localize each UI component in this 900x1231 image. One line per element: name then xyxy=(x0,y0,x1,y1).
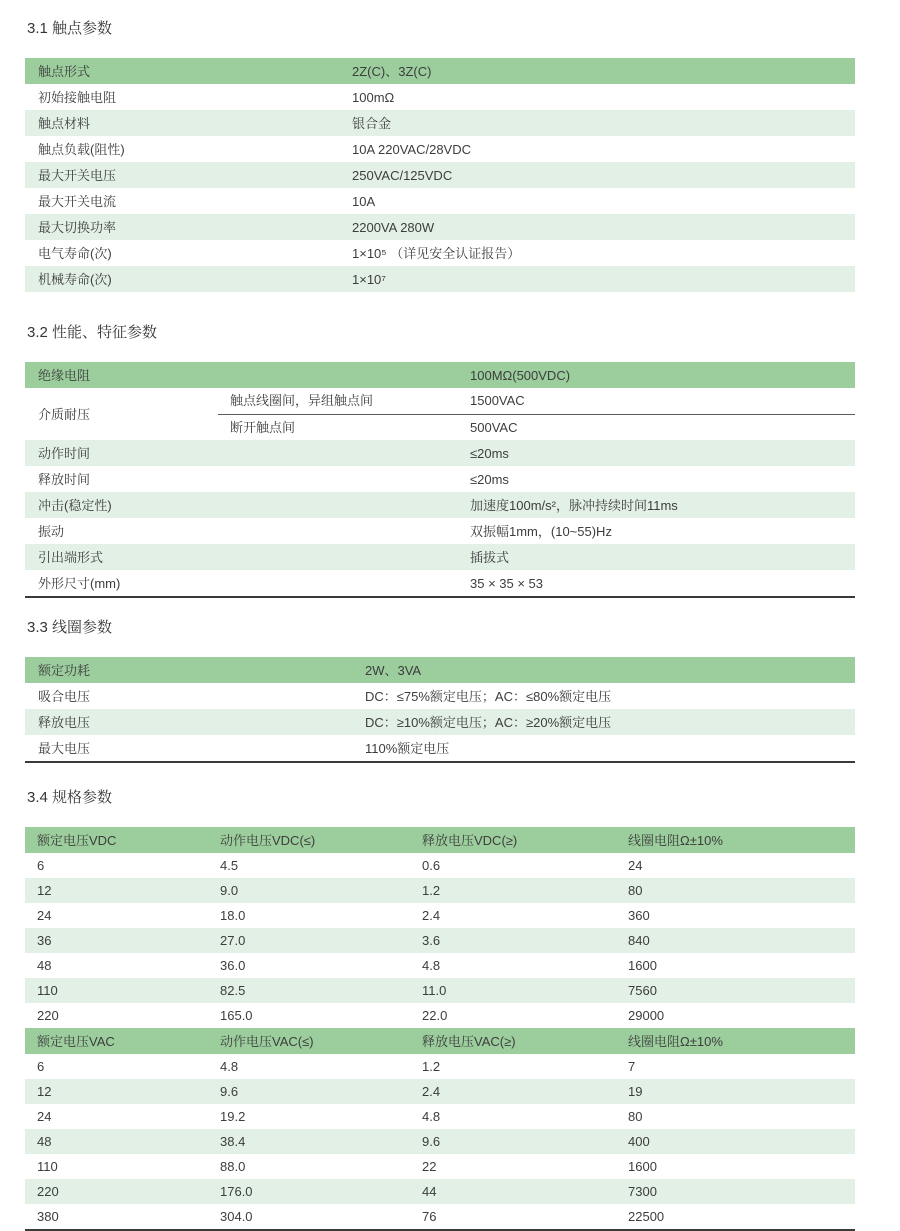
table-row xyxy=(25,518,855,544)
table-cell: 400 xyxy=(628,1134,650,1149)
table-subrow xyxy=(218,415,855,441)
table-row xyxy=(25,903,855,928)
table-cell: 4.8 xyxy=(422,958,441,973)
table-cell: 22 xyxy=(422,1159,437,1174)
table-cell: 1600 xyxy=(628,958,657,973)
table-row xyxy=(25,1179,855,1204)
table-row xyxy=(25,214,855,240)
column-header: 释放电压VAC(≥) xyxy=(422,1033,516,1049)
table-cell: 7300 xyxy=(628,1184,657,1199)
column-header: 额定电压VAC xyxy=(37,1033,115,1049)
table-cell: 165.0 xyxy=(220,1008,253,1023)
table-row xyxy=(25,240,855,266)
table-cell: 24 xyxy=(37,908,52,923)
table-cell: 0.6 xyxy=(422,858,441,873)
table-cell: 22500 xyxy=(628,1209,665,1224)
param-value: 100mΩ xyxy=(352,89,395,105)
param-label: 吸合电压 xyxy=(38,688,91,704)
param-value: 10A xyxy=(352,193,376,209)
table-row xyxy=(25,110,855,136)
dielectric-subrows xyxy=(218,388,855,440)
table-cell: 840 xyxy=(628,933,650,948)
table-cell: 24 xyxy=(628,858,643,873)
param-label: 机械寿命(次) xyxy=(38,271,112,287)
param-label: 冲击(稳定性) xyxy=(38,497,112,513)
param-value: 银合金 xyxy=(352,115,392,131)
param-label: 释放时间 xyxy=(38,471,91,487)
param-value: ≤20ms xyxy=(470,471,509,487)
param-value: 1500VAC xyxy=(470,393,525,409)
table-row xyxy=(25,1054,855,1079)
column-header: 释放电压VDC(≥) xyxy=(422,832,518,848)
table-cell: 176.0 xyxy=(220,1184,253,1199)
table-cell: 88.0 xyxy=(220,1159,246,1174)
param-value: 10A 220VAC/28VDC xyxy=(352,141,471,157)
table-cell: 304.0 xyxy=(220,1209,253,1224)
param-value: 100MΩ(500VDC) xyxy=(470,367,571,383)
table-row xyxy=(25,1003,855,1028)
table-row xyxy=(25,388,855,440)
param-value: 插拔式 xyxy=(470,549,510,565)
param-label: 外形尺寸(mm) xyxy=(38,575,121,591)
table-row xyxy=(25,544,855,570)
column-header: 动作电压VDC(≤) xyxy=(220,832,316,848)
table-cell: 29000 xyxy=(628,1008,665,1023)
table-cell: 1600 xyxy=(628,1159,657,1174)
table-cell: 76 xyxy=(422,1209,437,1224)
table-cell: 19.2 xyxy=(220,1109,246,1124)
table-row xyxy=(25,570,855,596)
table-cell: 27.0 xyxy=(220,933,246,948)
table-subrow xyxy=(218,388,855,415)
param-label: 动作时间 xyxy=(38,445,91,461)
param-value: ≤20ms xyxy=(470,445,509,461)
table-row xyxy=(25,440,855,466)
param-value: DC：≤75%额定电压；AC：≤80%额定电压 xyxy=(365,688,612,704)
table-cell: 2.4 xyxy=(422,908,441,923)
table-cell: 220 xyxy=(37,1184,59,1199)
param-sublabel: 断开触点间 xyxy=(230,419,296,435)
table-row xyxy=(25,136,855,162)
table-cell: 110 xyxy=(37,1159,58,1174)
param-label: 释放电压 xyxy=(38,714,91,730)
param-value: 2200VA 280W xyxy=(352,219,435,235)
param-sublabel: 触点线圈间，异组触点间 xyxy=(230,393,374,409)
table-row xyxy=(25,1104,855,1129)
param-label: 触点形式 xyxy=(38,63,91,79)
table-cell: 220 xyxy=(37,1008,59,1023)
param-value: 加速度100m/s²，脉冲持续时间11ms xyxy=(470,497,678,513)
param-value: 2W、3VA xyxy=(365,662,422,678)
table-cell: 4.8 xyxy=(422,1109,441,1124)
table-cell: 18.0 xyxy=(220,908,246,923)
table-row xyxy=(25,492,855,518)
param-label: 额定功耗 xyxy=(38,662,91,678)
param-label: 引出端形式 xyxy=(38,549,104,565)
section-title-coil-params: 3.3 线圈参数 xyxy=(27,619,113,636)
table-header-row-vac xyxy=(25,1028,855,1054)
param-label: 触点负载(阻性) xyxy=(38,141,125,157)
table-row xyxy=(25,953,855,978)
table-cell: 36.0 xyxy=(220,958,246,973)
section-title-spec-params: 3.4 规格参数 xyxy=(27,789,113,806)
table-cell: 11.0 xyxy=(422,983,447,998)
table-cell: 7 xyxy=(628,1059,636,1074)
table-cell: 80 xyxy=(628,883,643,898)
table-cell: 4.8 xyxy=(220,1059,239,1074)
table-row xyxy=(25,162,855,188)
table-cell: 36 xyxy=(37,933,52,948)
table-row xyxy=(25,266,855,292)
section-title-contact-params: 3.1 触点参数 xyxy=(27,20,113,37)
table-row xyxy=(25,657,855,683)
table-row xyxy=(25,1079,855,1104)
param-label: 最大开关电压 xyxy=(38,167,117,183)
table-row xyxy=(25,188,855,214)
table-row xyxy=(25,466,855,492)
column-header: 线圈电阻Ω±10% xyxy=(628,832,723,848)
table-cell: 4.5 xyxy=(220,858,239,873)
table-cell: 7560 xyxy=(628,983,657,998)
table-cell: 6 xyxy=(37,1059,45,1074)
param-value: 35 × 35 × 53 xyxy=(470,575,544,591)
table-row xyxy=(25,735,855,761)
param-value: 2Z(C)、3Z(C) xyxy=(352,63,432,79)
column-header: 动作电压VAC(≤) xyxy=(220,1033,314,1049)
performance-params-table xyxy=(25,362,855,598)
table-cell: 12 xyxy=(37,1084,52,1099)
table-cell: 3.6 xyxy=(422,933,441,948)
contact-params-table xyxy=(25,58,855,292)
param-label: 介质耐压 xyxy=(38,406,91,422)
table-cell: 19 xyxy=(628,1084,643,1099)
table-row xyxy=(25,58,855,84)
table-row xyxy=(25,362,855,388)
table-cell: 82.5 xyxy=(220,983,246,998)
table-cell: 48 xyxy=(37,1134,52,1149)
table-cell: 22.0 xyxy=(422,1008,448,1023)
table-cell: 12 xyxy=(37,883,52,898)
table-header-row-vdc xyxy=(25,827,855,853)
table-cell: 9.6 xyxy=(422,1134,441,1149)
column-header: 额定电压VDC xyxy=(37,832,117,848)
table-row xyxy=(25,928,855,953)
table-cell: 44 xyxy=(422,1184,437,1199)
column-header: 线圈电阻Ω±10% xyxy=(628,1033,723,1049)
table-row xyxy=(25,1204,855,1229)
param-label: 绝缘电阻 xyxy=(38,367,91,383)
param-label: 最大电压 xyxy=(38,740,91,756)
table-row xyxy=(25,978,855,1003)
table-cell: 48 xyxy=(37,958,52,973)
table-cell: 110 xyxy=(37,983,58,998)
param-label: 最大开关电流 xyxy=(38,193,117,209)
param-label: 振动 xyxy=(38,523,65,539)
table-row xyxy=(25,853,855,878)
param-label: 电气寿命(次) xyxy=(38,245,112,261)
table-cell: 24 xyxy=(37,1109,52,1124)
table-row xyxy=(25,1129,855,1154)
table-row xyxy=(25,878,855,903)
param-value: 1×10⁷ xyxy=(352,271,386,287)
param-value: 双振幅1mm，(10~55)Hz xyxy=(470,523,612,539)
coil-params-table xyxy=(25,657,855,763)
table-cell: 80 xyxy=(628,1109,643,1124)
param-value: 110%额定电压 xyxy=(365,740,450,756)
table-cell: 6 xyxy=(37,858,45,873)
param-value: DC：≥10%额定电压；AC：≥20%额定电压 xyxy=(365,714,612,730)
table-cell: 360 xyxy=(628,908,650,923)
param-label: 触点材料 xyxy=(38,115,91,131)
table-row xyxy=(25,84,855,110)
table-cell: 380 xyxy=(37,1209,59,1224)
section-title-performance-params: 3.2 性能、特征参数 xyxy=(27,324,158,341)
table-cell: 9.6 xyxy=(220,1084,239,1099)
spec-params-table xyxy=(25,827,855,1231)
table-cell: 38.4 xyxy=(220,1134,246,1149)
param-value: 250VAC/125VDC xyxy=(352,167,453,183)
table-row xyxy=(25,1154,855,1179)
table-cell: 2.4 xyxy=(422,1084,441,1099)
param-label: 最大切换功率 xyxy=(38,219,117,235)
table-cell: 1.2 xyxy=(422,1059,441,1074)
table-cell: 1.2 xyxy=(422,883,441,898)
table-cell: 9.0 xyxy=(220,883,239,898)
param-value: 500VAC xyxy=(470,419,518,435)
param-value: 1×10⁵ （详见安全认证报告） xyxy=(352,245,521,261)
table-row xyxy=(25,709,855,735)
table-row xyxy=(25,683,855,709)
param-label: 初始接触电阻 xyxy=(38,89,117,105)
